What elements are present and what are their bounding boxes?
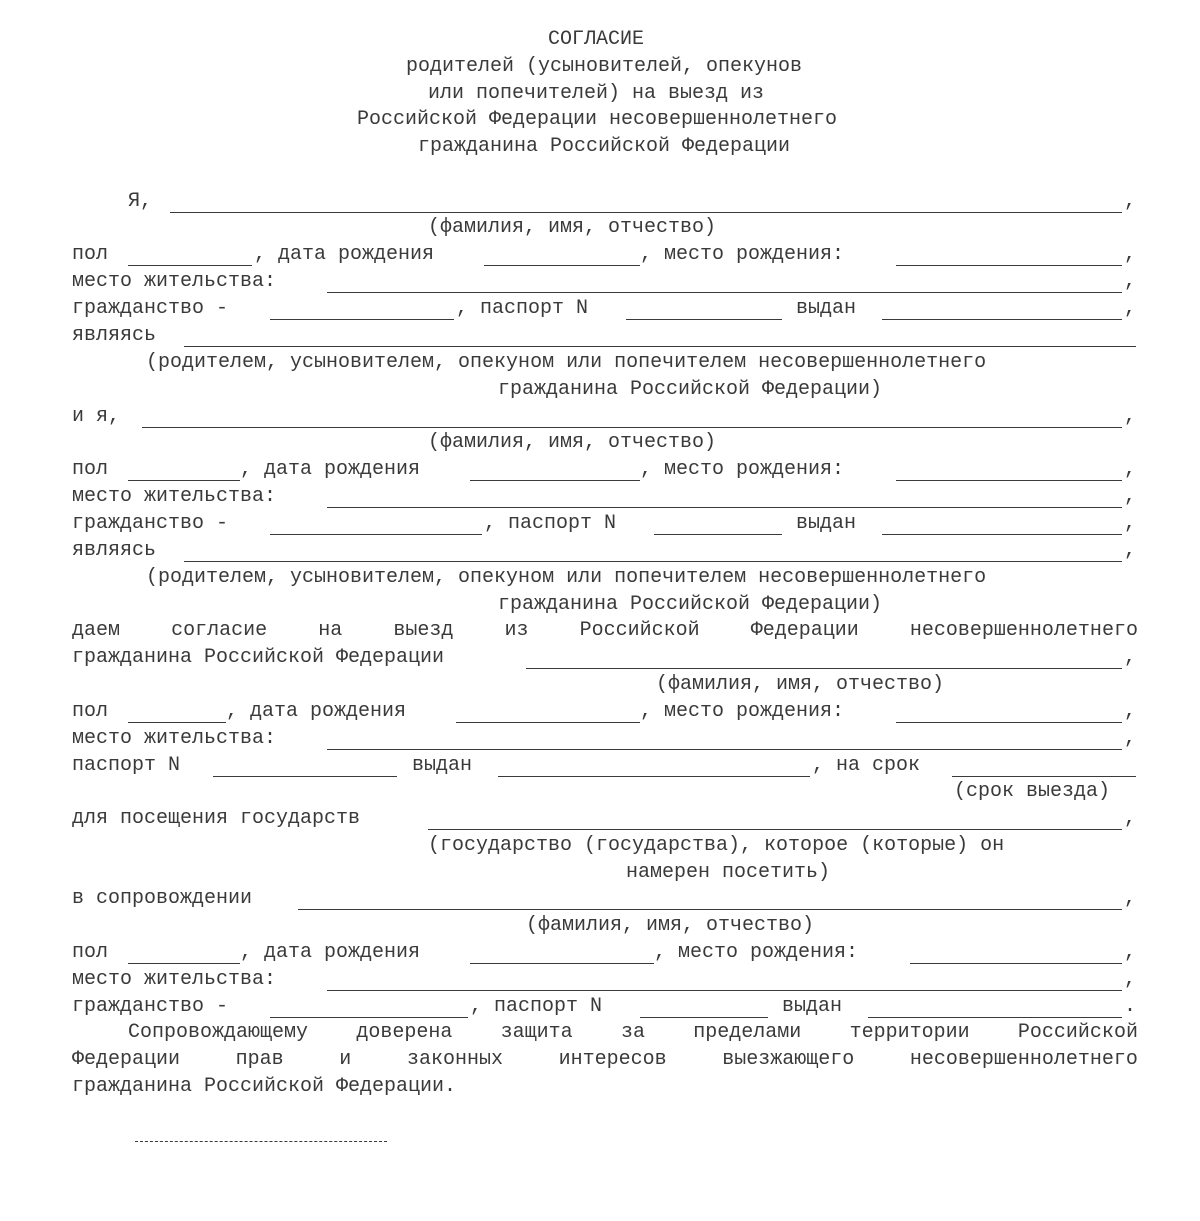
label-term: , на срок: [812, 754, 921, 777]
label-i-ya: и я,: [72, 405, 121, 428]
punct-comma: ,: [1124, 968, 1137, 991]
parent1-birth-date-field[interactable]: [484, 265, 640, 266]
punct-comma: ,: [1124, 727, 1137, 750]
doc-subtitle-line4: гражданина Российской Федерации: [417, 135, 791, 158]
minor-issued-field[interactable]: [498, 776, 810, 777]
final-word: выезжающего: [722, 1048, 855, 1071]
hint-countries-line2: намерен посетить): [626, 861, 831, 884]
punct-comma: ,: [1124, 646, 1137, 669]
hint-countries-line1: (государство (государства), которое (которые) он: [428, 834, 1005, 857]
escort-fio-field[interactable]: [298, 909, 1122, 910]
consent-word: согласие: [171, 619, 268, 642]
hint-role-line1: (родителем, усыновителем, опекуном или попечителем несовершеннолетнего: [146, 566, 987, 589]
consent-word: из: [504, 619, 529, 642]
final-word: защита: [500, 1021, 573, 1044]
final-word: за: [620, 1021, 645, 1044]
consent-word: Российской: [579, 619, 700, 642]
label-issued: выдан: [412, 754, 473, 777]
parent2-fio-field[interactable]: [142, 427, 1122, 428]
punct-comma: ,: [1124, 190, 1137, 213]
minor-fio-field[interactable]: [526, 668, 1122, 669]
hint-fio: (фамилия, имя, отчество): [428, 431, 717, 454]
label-passport: паспорт N: [72, 754, 181, 777]
minor-birth-date-field[interactable]: [456, 722, 640, 723]
consent-word: несовершеннолетнего: [909, 619, 1138, 642]
minor-sex-field[interactable]: [128, 722, 226, 723]
punct-comma: ,: [1124, 941, 1137, 964]
countries-field[interactable]: [428, 829, 1122, 830]
label-birth-date: , дата рождения: [240, 458, 421, 481]
punct-comma: ,: [1124, 270, 1137, 293]
label-citizenship: гражданство -: [72, 297, 229, 320]
escort-passport-field[interactable]: [640, 1017, 768, 1018]
escort-residence-field[interactable]: [327, 990, 1122, 991]
parent1-role-field[interactable]: [184, 346, 1136, 347]
final-word: доверена: [356, 1021, 453, 1044]
consent-word: на: [318, 619, 343, 642]
parent2-issued-field[interactable]: [882, 534, 1122, 535]
label-residence: место жительства:: [72, 485, 277, 508]
parent1-citizenship-field[interactable]: [270, 319, 454, 320]
punct-comma: ,: [1124, 485, 1137, 508]
footnote-separator: [135, 1141, 387, 1142]
escort-issued-field[interactable]: [868, 1017, 1122, 1018]
parent2-birth-place-field[interactable]: [896, 480, 1122, 481]
punct-comma: ,: [1124, 807, 1137, 830]
final-word: пределами: [693, 1021, 802, 1044]
parent1-sex-field[interactable]: [128, 265, 252, 266]
label-pol: пол: [72, 700, 109, 723]
label-residence: место жительства:: [72, 727, 277, 750]
doc-subtitle-line1: родителей (усыновителей, опекунов: [405, 55, 803, 78]
final-word: Федерации: [72, 1048, 181, 1071]
parent1-issued-field[interactable]: [882, 319, 1122, 320]
parent2-sex-field[interactable]: [128, 480, 240, 481]
punct-comma: ,: [1124, 405, 1137, 428]
hint-role-line2: гражданина Российской Федерации): [498, 378, 883, 401]
label-citizenship: гражданство -: [72, 512, 229, 535]
consent-word: выезд: [393, 619, 454, 642]
label-passport: , паспорт N: [484, 512, 617, 535]
doc-subtitle-line2: или попечителей) на выезд из: [427, 82, 765, 105]
label-passport: , паспорт N: [456, 297, 589, 320]
parent1-residence-field[interactable]: [327, 292, 1122, 293]
label-birth-place: , место рождения:: [654, 941, 859, 964]
label-being: являясь: [72, 324, 157, 347]
minor-residence-field[interactable]: [327, 749, 1122, 750]
label-residence: место жительства:: [72, 968, 277, 991]
punct-comma: ,: [1124, 539, 1137, 562]
parent2-role-field[interactable]: [184, 561, 1122, 562]
label-issued: выдан: [796, 512, 857, 535]
escort-birth-place-field[interactable]: [910, 963, 1122, 964]
parent1-fio-field[interactable]: [170, 212, 1122, 213]
final-word: и: [339, 1048, 352, 1071]
label-pol: пол: [72, 243, 109, 266]
punct-comma: ,: [1124, 458, 1137, 481]
label-citizen-rf: гражданина Российской Федерации: [72, 646, 445, 669]
label-ya: Я,: [128, 190, 153, 213]
label-residence: место жительства:: [72, 270, 277, 293]
hint-role-line2: гражданина Российской Федерации): [498, 593, 883, 616]
final-word: прав: [235, 1048, 284, 1071]
final-paragraph-line1: [128, 1021, 1138, 1045]
hint-fio: (фамилия, имя, отчество): [428, 216, 717, 239]
parent2-citizenship-field[interactable]: [270, 534, 482, 535]
doc-subtitle-line3: Российской Федерации несовершеннолетнего: [356, 108, 838, 131]
final-paragraph-line3: гражданина Российской Федерации.: [72, 1075, 457, 1098]
escort-birth-date-field[interactable]: [470, 963, 654, 964]
parent1-passport-field[interactable]: [626, 319, 782, 320]
label-citizenship: гражданство -: [72, 995, 229, 1018]
consent-statement-line: [72, 619, 1138, 643]
punct-comma: ,: [1124, 297, 1137, 320]
doc-title: СОГЛАСИЕ: [547, 28, 644, 51]
label-being: являясь: [72, 539, 157, 562]
minor-birth-place-field[interactable]: [896, 722, 1122, 723]
minor-passport-field[interactable]: [213, 776, 397, 777]
hint-fio: (фамилия, имя, отчество): [526, 914, 815, 937]
final-paragraph-line2: [72, 1048, 1138, 1072]
escort-citizenship-field[interactable]: [270, 1017, 468, 1018]
label-birth-date: , дата рождения: [254, 243, 435, 266]
parent1-birth-place-field[interactable]: [896, 265, 1122, 266]
label-birth-place: , место рождения:: [640, 243, 845, 266]
label-birth-place: , место рождения:: [640, 458, 845, 481]
label-birth-place: , место рождения:: [640, 700, 845, 723]
consent-word: даем: [72, 619, 121, 642]
label-countries: для посещения государств: [72, 807, 361, 830]
label-birth-date: , дата рождения: [240, 941, 421, 964]
final-word: территории: [849, 1021, 970, 1044]
final-word: законных: [406, 1048, 503, 1071]
punct-comma: ,: [1124, 887, 1137, 910]
label-escort: в сопровождении: [72, 887, 253, 910]
final-word: Сопровождающему: [128, 1021, 309, 1044]
final-word: Российской: [1017, 1021, 1138, 1044]
label-passport: , паспорт N: [470, 995, 603, 1018]
hint-role-line1: (родителем, усыновителем, опекуном или попечителем несовершеннолетнего: [146, 351, 987, 374]
final-word: интересов: [558, 1048, 667, 1071]
punct-comma: ,: [1124, 243, 1137, 266]
punct-period: .: [1124, 995, 1137, 1018]
hint-fio: (фамилия, имя, отчество): [656, 673, 945, 696]
trip-term-field[interactable]: [952, 776, 1136, 777]
final-word: несовершеннолетнего: [909, 1048, 1138, 1071]
parent2-passport-field[interactable]: [654, 534, 782, 535]
punct-comma: ,: [1124, 512, 1137, 535]
escort-sex-field[interactable]: [128, 963, 240, 964]
consent-word: Федерации: [750, 619, 859, 642]
label-pol: пол: [72, 941, 109, 964]
label-birth-date: , дата рождения: [226, 700, 407, 723]
label-issued: выдан: [782, 995, 843, 1018]
label-issued: выдан: [796, 297, 857, 320]
parent2-residence-field[interactable]: [327, 507, 1122, 508]
hint-term: (срок выезда): [954, 780, 1111, 803]
label-pol: пол: [72, 458, 109, 481]
punct-comma: ,: [1124, 700, 1137, 723]
parent2-birth-date-field[interactable]: [470, 480, 640, 481]
